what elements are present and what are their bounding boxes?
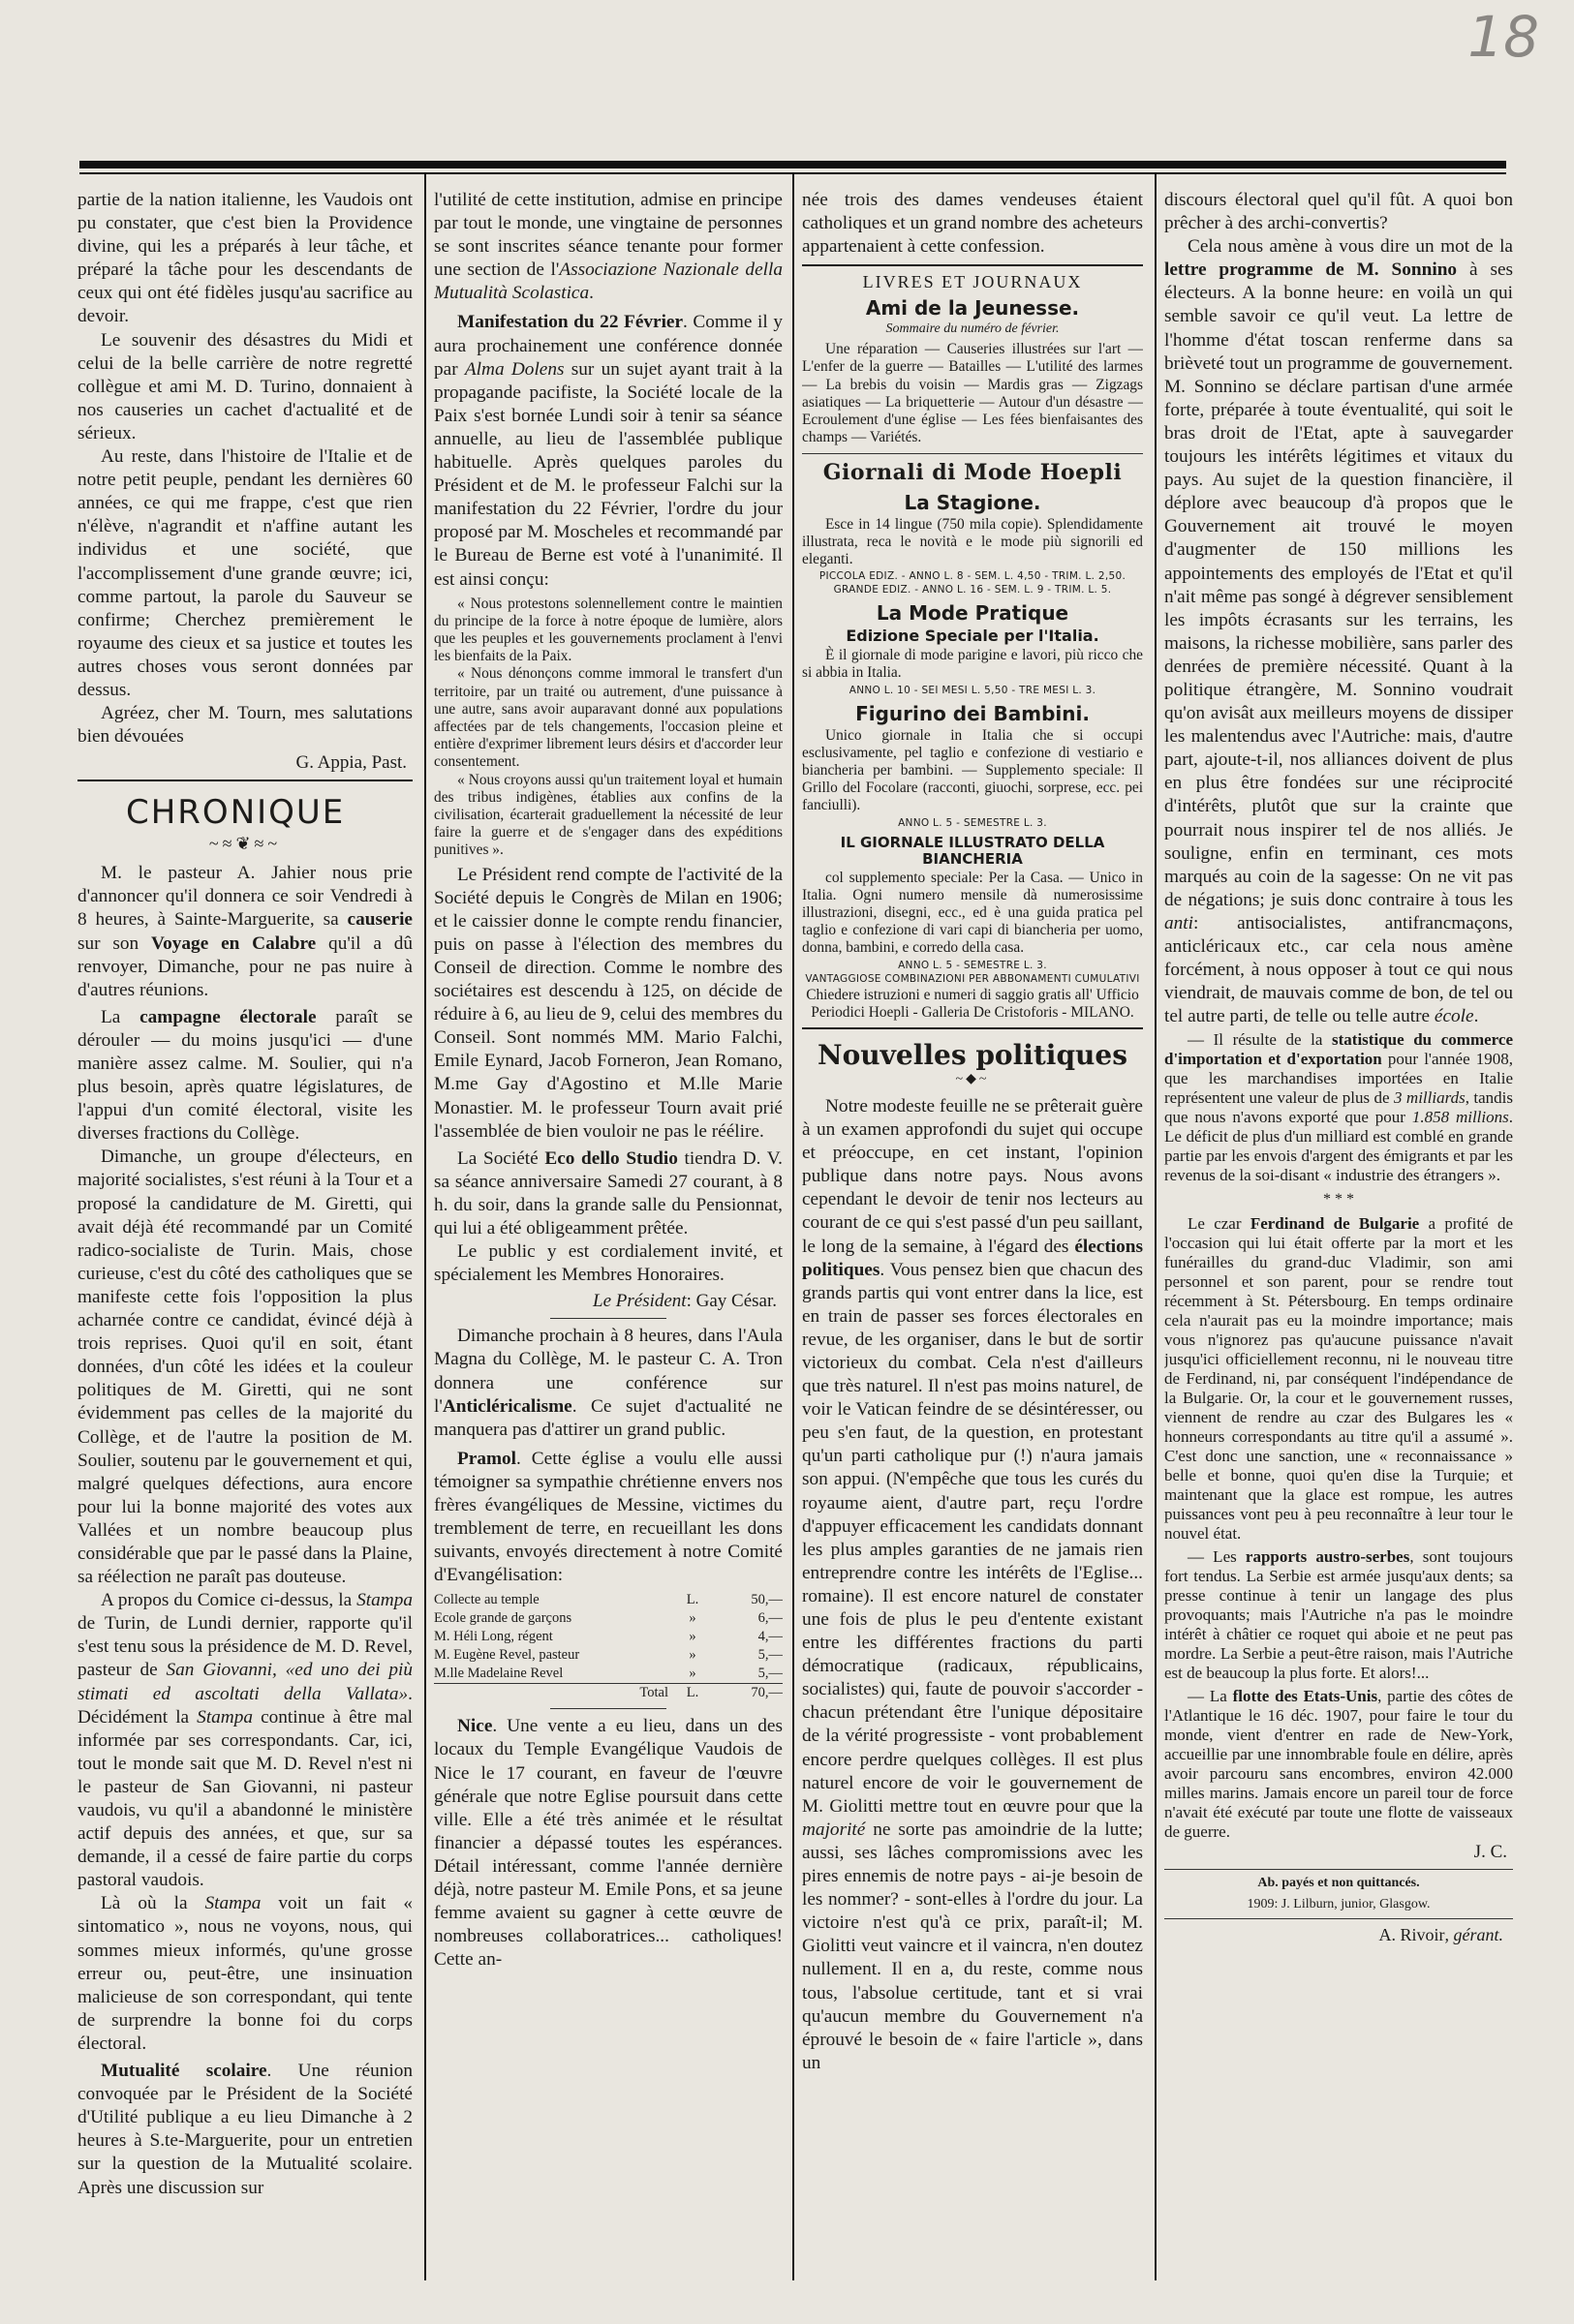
paragraph: Mutualité scolaire. Une réunion convoquée par le Président de la Société d'Utilité publique a eu lieu Dimanche à 2 heures à S.te-Marguerite, pour un entretien sur la question de la Mutualité scolaire. Après une discussion sur <box>77 2061 413 2198</box>
paragraph: discours électoral quel qu'il fût. A quoi bon prêcher à des archi-convertis? <box>1164 190 1513 234</box>
page-number: 18 <box>1467 4 1539 70</box>
ami-summary: Une réparation — Causeries illustrées sur l'art — L'enfer de la guerre — Batailles — L'utilité des larmes — La brebis du voisin — Mardis gras — Zigzags asiatiques — La briquetterie — Autour d'un désastre — Ecroulement d'une église — Les fées bienfaisantes des champs — Variétés. <box>802 341 1143 446</box>
stagione-price: PICCOLA EDIZ. - ANNO L. 8 - SEM. L. 4,50 - TRIM. L. 2,50. <box>818 570 1126 583</box>
column-rule <box>792 174 794 2280</box>
livres-heading: LIVRES ET JOURNAUX <box>862 272 1083 292</box>
table-row: M. Eugène Revel, pasteur » 5,— <box>434 1647 783 1664</box>
donations-table <box>434 1591 783 1702</box>
column-rule <box>1155 174 1157 2280</box>
paragraph: La Société Eco dello Studio tiendra D. V. sa séance anniversaire Samedi 27 courant, à 8 h. du soir, dans la grande salle du Pensionnat, qui lui a été obligeamment prêtée. <box>434 1147 783 1239</box>
table-row: M.lle Madelaine Revel » 5,— <box>434 1666 783 1682</box>
chronique-heading: CHRONIQUE <box>126 793 346 833</box>
biancheria-price: ANNO L. 5 - SEMESTRE L. 3. <box>898 959 1047 971</box>
paragraph: — Il résulte de la statistique du commerce d'importation et d'exportation pour l'année 1908, que les marchandises importées en Italie représentent une valeur de plus de 3 milliards, tandis que nous n'avons exporté que pour 1.858 millions. Le déficit de plus d'un milliard est comblé en grande partie par les envois d'argent des émigrants et par les revenus de la soi-disant « industrie des étrangers ». <box>1164 1030 1513 1185</box>
resolution-quotes <box>434 596 783 860</box>
divider <box>77 780 413 781</box>
column-rule <box>424 174 426 2280</box>
figurino-price: ANNO L. 5 - SEMESTRE L. 3. <box>898 816 1047 829</box>
quote: « Nous protestons solennellement contre le maintien du principe de la force à notre époque de lumière, alors que les peuples et les gouvernements proclament à l'envi les bienfaits de la Paix. <box>434 595 783 665</box>
divider <box>550 1708 666 1709</box>
subscriber-entry: 1909: J. Lilburn, junior, Glasgow. <box>1247 1897 1431 1912</box>
paragraph: Au reste, dans l'histoire de l'Italie et de notre petit peuple, pendant les dernières 60 années, ce qui me frappe, c'est que rien n'élève, n'agrandit et n'affine autant les individus et une société, que l'accomplissement d'une grande œuvre; ici, comme partout, la parole du Sauveur se confirme; Cherchez premièrement le royaume des cieux et sa justice et toutes les autres choses vous seront données par dessus. <box>77 446 413 700</box>
hoepli-address: Chiedere istruzioni e numeri di saggio gratis all' Ufficio Periodici Hoepli - Galleria De Cristoforis - MILANO. <box>806 986 1139 1021</box>
paragraph: Dimanche, un groupe d'électeurs, en majorité socialistes, s'est réuni à la Tour et a proposé la candidature de M. Giretti, qui avait déjà été recommandé par un Comité radico-socialiste de Turin. Mais, chose curieuse, c'est du côté des catholiques que se manifeste cette fois l'opposition la plus acharnée contre ce candidat, évincé déjà à trois reprises. Quoi qu'il en soit, étant données, d'un côté les idées et la couleur politiques de M. Giretti, qui ne sont évidemment pas celles de la majorité du Collège, et de l'autre la position de M. Soulier, soutenu par le gouvernement et qui, malgré quelques défections, aura encore pour lui la bonne majorité des votes aux Vallées et un nombre beaucoup plus considérable que par le passé dans la Plaine, sa réélection ne paraît pas douteuse. <box>77 1147 413 1588</box>
paragraph: M. le pasteur A. Jahier nous prie d'annoncer qu'il donnera ce soir Vendredi à 8 heures, à Sainte-Marguerite, sa causerie sur son Voyage en Calabre qu'il a dû renvoyer, Dimanche, pour ne pas nuire à d'autres réunions. <box>77 863 413 1000</box>
paragraph: Nice. Une vente a eu lieu, dans un des locaux du Temple Evangélique Vaudois de Nice le 17 courant, en faveur de l'œuvre générale que notre Eglise poursuit dans cette ville. Elle a été très animée et le résultat financier a dépassé toutes les espérances. Détail intéressant, comme l'année dernière déjà, notre pasteur M. Emile Pons, et sa jeune femme avaient su gagner à cette œuvre de nombreuses collaboratrices... catholiques! Cette an- <box>434 1716 783 1971</box>
divider <box>802 1027 1143 1029</box>
paragraph: Dimanche prochain à 8 heures, dans l'Aula Magna du Collège, M. le pasteur C. A. Tron donnera une conférence sur l'Anticléricalisme. Ce sujet d'actualité ne manquera pas d'attirer un grand public. <box>434 1326 783 1440</box>
mode-title: La Mode Pratique <box>876 601 1069 626</box>
column-4 <box>1164 189 1513 2242</box>
nouvelles-heading: Nouvelles politiques <box>818 1038 1127 1071</box>
column-1 <box>77 189 413 2242</box>
divider <box>550 1318 666 1319</box>
divider <box>802 453 1143 454</box>
mode-subtitle: Edizione Speciale per l'Italia. <box>846 627 1099 646</box>
paragraph: Pramol. Cette église a voulu elle aussi témoigner sa sympathie chrétienne envers nos frères évangéliques de Messine, victimes du tremblement de terre, en recueillant les dons suivants, envoyés directement à notre Comité d'Evangélisation: <box>434 1448 783 1586</box>
section-stars: * * * <box>1323 1191 1354 1208</box>
paragraph: A propos du Comice ci-dessus, la Stampa de Turin, de Lundi dernier, rapporte qu'il s'est tenu sous la présidence de M. D. Revel, pasteur de San Giovanni, «ed uno dei più stimati ed ascoltati della Vallata». Décidément la Stampa continue à être mal informée par ses correspondants. Car, ici, tout le monde sait que M. D. Revel n'est ni le pasteur de San Giovanni, ni pasteur vaudois, vu qu'il a abandonné le ministère actif depuis des années, et que, sur sa demande, il a cessé de faire partie du corps pastoral vaudois. <box>77 1590 413 1891</box>
table-row: Ecole grande de garçons » 6,— <box>434 1610 783 1627</box>
letter-signature: G. Appia, Past. <box>295 752 407 774</box>
mode-price: ANNO L. 10 - SEI MESI L. 5,50 - TRE MESI L. 3. <box>849 684 1096 696</box>
divider <box>1164 1918 1513 1919</box>
divider <box>802 264 1143 266</box>
stagione-text: Esce in 14 lingue (750 mila copie). Splendidamente illustrata, reca le novità e le mode più signorili ed eleganti. <box>802 515 1143 567</box>
biancheria-combo: VANTAGGIOSE COMBINAZIONI PER ABBONAMENTI CUMULATIVI <box>805 972 1140 985</box>
top-rule <box>79 161 1506 168</box>
president-signature: Le Président: Gay César. <box>593 1291 777 1312</box>
stagione-title: La Stagione. <box>904 490 1041 514</box>
paragraph: née trois des dames vendeuses étaient catholiques et un grand nombre des acheteurs appartenaient à cette confession. <box>802 190 1143 258</box>
quote: « Nous croyons aussi qu'un traitement loyal et humain des tribus indigènes, établies aux confins de la civilisation, écarterait graduellement la nécessité de leur faire la guerre et de s'engager dans des expéditions punitives ». <box>434 771 783 859</box>
column-3 <box>802 189 1143 2242</box>
paragraph: Agréez, cher M. Tourn, mes salutations bien dévouées <box>77 703 413 748</box>
paragraph: Le Président rend compte de l'activité de la Société depuis le Congrès de Milan en 1906; et le caissier donne le compte rendu financier, puis on passe à l'élection des membres du Conseil de direction. Comme le nombre des sociétaires est descendu à 125, on décide de réduire à 6, au lieu de 9, celui des membres du Conseil. Sont nommés MM. Mario Falchi, Emile Eynard, Jacob Forneron, Jean Romano, M.me Gay d'Agostino et M.lle Marie Monastier. M. le professeur Tourn avait prié l'assemblée de bien vouloir ne pas le réélire. <box>434 864 783 1142</box>
paragraph: Cela nous amène à vous dire un mot de la lettre programme de M. Sonnino à ses électeurs. A la bonne heure: en voilà un qui semble savoir ce qu'il veut. La lettre de l'homme d'état toscan renferme dans sa brièveté tout un programme de gouvernement. M. Sonnino se déclare partisan d'une armée forte, préparée à toute éventualité, qui soit le bras droit de l'Etat, apte à sauvegarder toujours les intérêts légitimes et vitaux du pays. Au sujet de la question financière, il déplore avec beaucoup d'à propos que le Gouvernement ait trouvé le moyen d'augmenter de 150 millions les appointements des employés de l'Etat et qu'il n'ait même pas songé à dégrever sensiblement les impôts écrasants sur les terrains, les maisons, la richesse mobilière, sans parler des denrées de première nécessité. Quant à la politique étrangère, M. Sonnino voudrait qu'on avisât aux meilleurs moyens de dissiper les malentendus avec l'Autriche: mais, d'autre part, ajoute-t-il, nos alliances doivent de plus en plus être fondées sur une réciprocité d'intérêts, plutôt que sur la crainte que pourrait nous inspirer tel de nos alliés. Je souligne, enfin en terminant, ces mots marqués au coin de la sagesse: On ne vit pas de négations; je suis donc contraire à tous les anti: antisocialistes, antifrancmaçons, anticléricaux etc., car cela nous amène forcément, à nous opposer à tout ce qui nous viendrait, de mauvais comme de bon, de tel ou tel autre parti, de telle ou telle autre école. <box>1164 236 1513 1027</box>
table-row: Collecte au temple L. 50,— <box>434 1592 783 1608</box>
ami-title: Ami de la Jeunesse. <box>865 296 1080 321</box>
table-row: M. Héli Long, régent » 4,— <box>434 1629 783 1645</box>
paragraph: Le public y est cordialement invité, et spécialement les Membres Honoraires. <box>434 1241 783 1286</box>
ornament-icon: ~≈❦≈~ <box>208 834 282 854</box>
ami-subtitle: Sommaire du numéro de février. <box>885 321 1060 337</box>
mode-text: È il giornale di mode parigine e lavori, più ricco che si abbia in Italia. <box>802 647 1143 682</box>
paragraph: — La flotte des Etats-Unis, partie des côtes de l'Atlantique le 16 déc. 1907, pour faire le tour du monde, vient d'entrer en rade de New-York, accueillie par une innombrable foule en délire, après avoir parcouru sans encombres, environ 42.000 milles marins. Jamais encore un pareil tour de force n'avait été exécuté par toute une flotte de vaisseaux de guerre. <box>1164 1687 1513 1842</box>
paragraph: La campagne électorale paraît se dérouler — du moins jusqu'ici — d'une manière assez calme. M. Soulier, qui n'a plus besoin, après quatre législatures, de l'appui d'un comité électoral, visite les diverses fractions du Collège. <box>77 1006 413 1145</box>
author-initials: J. C. <box>1473 1842 1507 1863</box>
paragraph: — Les rapports austro-serbes, sont toujours fort tendus. La Serbie est armée jusqu'aux dents; sa presse continue à tenir un langage des plus provoquants; mais l'Autriche n'a pas le moindre intérêt à châtier ce roquet qui aboie et ne peut pas mordre. La Serbie a peut-être raison, mais l'Autriche est de beaucoup la plus forte. Et alors!... <box>1164 1547 1513 1683</box>
column-2 <box>434 189 783 2242</box>
paragraph: Manifestation du 22 Février. Comme il y aura prochainement une conférence donnée par Alma Dolens sur un sujet ayant trait à la propagande pacifiste, la Société locale de la Paix s'est bornée Lundi soir à tenir sa séance annuelle, au lieu de l'assemblée publique habituelle. Après quelques paroles du Président et de M. le professeur Falchi sur la manifestation du 22 Février, l'ordre du jour proposé par M. Moscheles et recommandé par le Bureau de Berne est voté à l'unanimité. Il est ainsi conçu: <box>434 312 783 590</box>
ornament-icon: ~◆~ <box>955 1071 990 1086</box>
paragraph: Là où la Stampa voit un fait « sintomatico », nous ne voyons, nous, qui sommes mieux informés, qu'une grosse erreur ou, peut-être, une insinuation malicieuse de son correspondant, qui tente de surprendre la bonne foi du corps électoral. <box>77 1893 413 2054</box>
paragraph: Le czar Ferdinand de Bulgarie a profité de l'occasion qui lui était offerte par la mort et les funérailles du grand-duc Vladimir, son ami personnel et son parent, pour se rendre tout récemment à St. Pétersbourg. En temps ordinaire cela n'aurait pas eu la moindre importance; mais vous n'ignorez pas qu'aucune puissance n'avait jusqu'ici officiellement reconnu, ni le nouveau titre de Ferdinand, ni, par conséquent l'indépendance de la Bulgarie. Or, la cour et le gouvernement russes, viennent de rendre au czar des Bulgares les « honneurs correspondants au titre qu'il a assumé ». C'est donc une sanction, une « reconnaissance » belle et bonne, quoi qu'en dise la Turquie; et maintenant que la glace est rompue, les autres puissances vont peu à peu reconnaître à leur tour le nouvel état. <box>1164 1214 1513 1544</box>
hoepli-heading: Giornali di Mode Hoepli <box>822 459 1123 485</box>
paragraph: Notre modeste feuille ne se prêterait guère à un examen approfondi du sujet qui occupe et préoccupe, en cet instant, l'opinion publique dans notre pays. Nous avons cependant le devoir de tenir nos lecteurs au courant de ce qui s'est passé d'un peu saillant, le long de la semaine, à l'égard des élections politiques. Vous pensez bien que chacun des grands partis qui vont entrer dans la lice, est en train de passer ses forces électorales en revue, de les organiser, dans le but de sortir victorieux du combat. Cela n'est d'ailleurs que très naturel. Il n'est pas moins naturel, de voir le Vatican feindre de se désintéresser, ou peu s'en faut, de la question, en protestant qu'un parti catholique pur (!) n'aura jamais son appui. (N'empêche que tous les curés du royaume aient, d'autre part, reçu l'ordre d'appuyer efficacement les candidats donnant les plus amples garanties de ne jamais rien entreprendre contre les intérêts de l'Eglise... romaine). Il est encore naturel de constater une fois de plus le peu d'entente existant entre les différentes fractions du parti démocratique (radicaux, républicains, socialistes) qui, faute de pouvoir s'accorder - chacun prétendant être l'unique dépositaire de la vérité progressiste - vont probablement encore perdre quelques collèges. Il est plus naturel encore de voir le gouvernement de M. Giolitti mettre tout en œuvre pour que la majorité ne sorte pas amoindrie de la lutte; aussi, ses lâches compromissions avec les pires ennemis de notre pays - ai-je besoin de les nommer? - sont-elles à l'ordre du jour. La victoire n'est qu'à ce prix, paraît-il; M. Giolitti veut vaincre et il vaincra, n'en doutez nullement. Il en a, du reste, comme nous tous, l'absolue certitude, tant et si vrai qu'aucun membre du Gouvernement n'a éprouvé le besoin de « faire l'article », dans un <box>802 1095 1143 2073</box>
figurino-text: Unico giornale in Italia che si occupi esclusivamente, pel taglio e confezione di vestiario e biancheria per bambini. — Supplemento speciale: Il Grillo del Focolare (racconti, giuochi, sorprese, ecc. pei fanciulli). <box>802 726 1143 814</box>
subscriptions-note: Ab. payés et non quittancés. <box>1257 1876 1420 1891</box>
biancheria-title: IL GIORNALE ILLUSTRATO DELLA BIANCHERIA <box>840 833 1105 868</box>
divider <box>1164 1869 1513 1870</box>
total-row: Total L. 70,— <box>434 1684 783 1703</box>
gerant-signature: A. Rivoir, gérant. <box>1378 1925 1503 1945</box>
figurino-title: Figurino dei Bambini. <box>855 701 1090 725</box>
quote: « Nous dénonçons comme immoral le transfert d'un territoire, par un traité ou autrement, d'une puissance à une autre, sans avoir auparavant donné aux populations affectées par de tels changements, l'occasion pleine et entière d'exprimer librement leurs désirs et d'accorder leur consentement. <box>434 665 783 771</box>
biancheria-text: col supplemento speciale: Per la Casa. — Unico in Italia. Ogni numero mensile dà numerosissime illustrazioni, disegni, ecc., ed è una guida pratica pel taglio e confezione di vari capi di biancheria per uomo, donna, bambini, e corredo della casa. <box>802 869 1143 957</box>
paragraph: l'utilité de cette institution, admise en principe par tout le monde, une vingtaine de personnes se sont inscrites séance tenante pour former une section de l'Associazione Nazionale della Mutualità Scolastica. <box>434 190 783 304</box>
paragraph: partie de la nation italienne, les Vaudois ont pu constater, que c'est bien la Providence divine, qui les a préparés à leur tâche, et préparé la tâche pour les descendants de ceux qui ont été fidèles jusqu'au sacrifice au devoir. <box>77 190 413 327</box>
stagione-price: GRANDE EDIZ. - ANNO L. 16 - SEM. L. 9 - TRIM. L. 5. <box>833 584 1112 596</box>
paragraph: Le souvenir des désastres du Midi et celui de la belle carrière de notre regretté collègue et ami M. D. Turino, donnaient à nos causeries un cachet d'actualité et de sérieux. <box>77 329 413 443</box>
